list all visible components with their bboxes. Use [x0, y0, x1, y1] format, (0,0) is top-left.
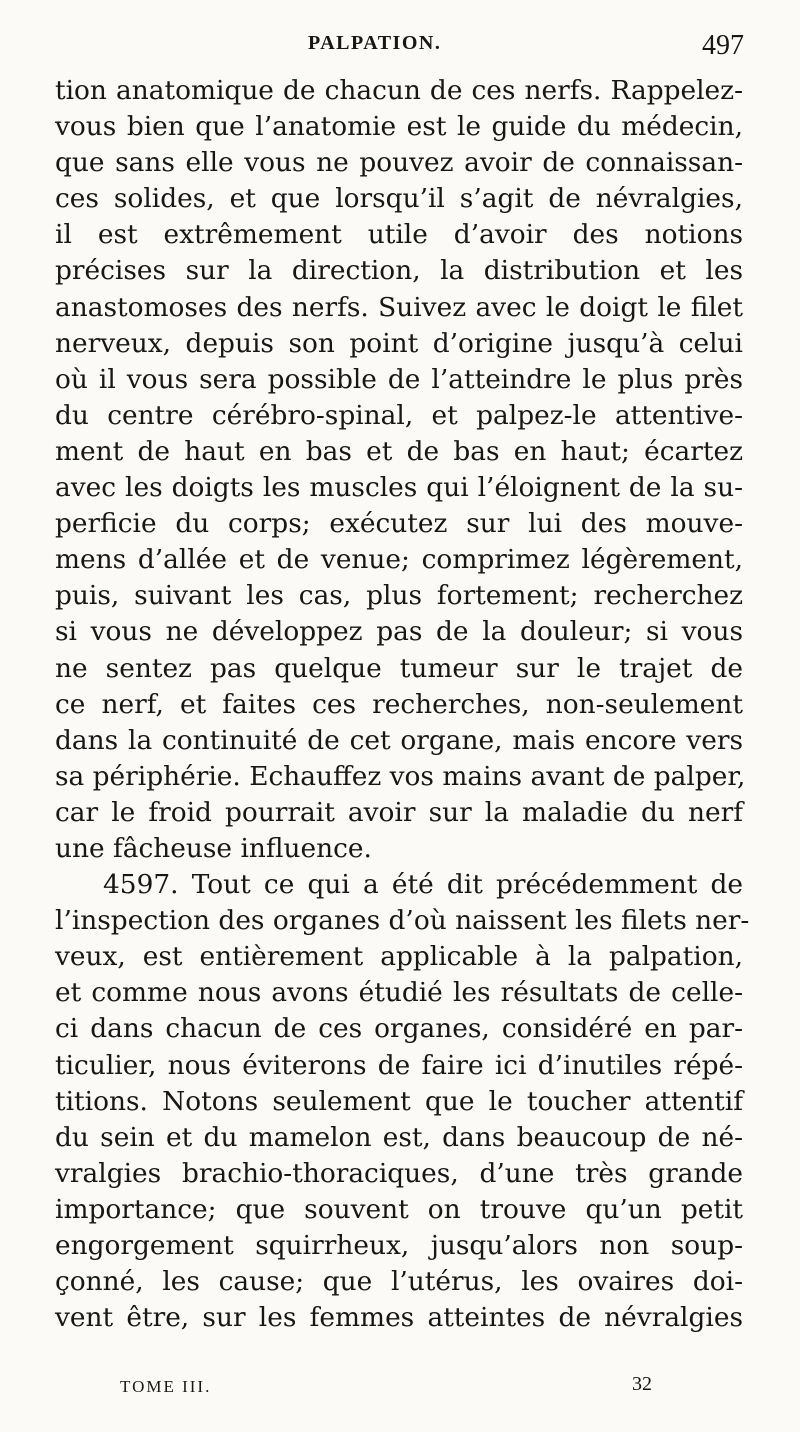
paragraph-start-line: 4597. Tout ce qui a été dit précédemment de — [103, 869, 743, 901]
text-line: vous bien que l’anatomie est le guide du médecin, — [55, 111, 743, 143]
text-line: il est extrêmement utile d’avoir des notions — [55, 219, 743, 251]
text-line: vent être, sur les femmes atteintes de névralgies — [55, 1302, 743, 1334]
text-line: car le froid pourrait avoir sur la maladie du nerf — [55, 796, 743, 828]
text-line: nerveux, depuis son point d’origine jusqu’à celui — [55, 327, 743, 359]
running-title: PALPATION. — [308, 32, 442, 54]
text-line: du centre cérébro-spinal, et palpez-le attentive- — [55, 399, 743, 431]
text-line: tion anatomique de chacun de ces nerfs. Rappelez- — [55, 75, 743, 106]
text-line: ment de haut en bas et de bas en haut; écartez — [55, 435, 743, 467]
text-line: ce nerf, et faites ces recherches, non-seulement — [55, 688, 743, 720]
text-line: une fâcheuse influence. — [55, 832, 372, 864]
text-line: que sans elle vous ne pouvez avoir de connaissan- — [55, 147, 743, 179]
text-line: ces solides, et que lorsqu’il s’agit de névralgies, — [55, 183, 743, 215]
volume-signature: TOME III. — [120, 1377, 212, 1396]
text-line: sa périphérie. Echauffez vos mains avant de palper, — [55, 760, 746, 792]
text-line: du sein et du mamelon est, dans beaucoup de né- — [55, 1121, 743, 1153]
page-number: 497 — [702, 30, 744, 61]
text-line: ticulier, nous éviterons de faire ici d’inutiles répé- — [55, 1049, 743, 1081]
text-line: ci dans chacun de ces organes, considéré en par- — [55, 1013, 743, 1045]
text-line: perficie du corps; exécutez sur lui des mouve- — [55, 508, 743, 540]
text-line: ne sentez pas quelque tumeur sur le trajet de — [55, 652, 743, 684]
text-line: précises sur la direction, la distribution et les — [55, 255, 743, 287]
text-line: avec les doigts les muscles qui l’éloignent de la su- — [55, 472, 743, 504]
text-line: titions. Notons seulement que le toucher attentif — [55, 1085, 743, 1117]
text-line: où il vous sera possible de l’atteindre le plus près — [55, 363, 743, 395]
text-line: mens d’allée et de venue; comprimez légèrement, — [55, 544, 743, 576]
body-text — [55, 73, 750, 1336]
page-footer — [0, 1373, 800, 1417]
text-line: veux, est entièrement applicable à la palpation, — [55, 941, 743, 973]
text-line: si vous ne développez pas de la douleur; si vous — [55, 616, 743, 648]
text-line: engorgement squirrheux, jusqu’alors non soup- — [55, 1230, 743, 1261]
text-line: çonné, les cause; que l’utérus, les ovaires doi- — [55, 1266, 743, 1298]
text-line: anastomoses des nerfs. Suivez avec le doigt le filet — [55, 291, 743, 323]
text-line: vralgies brachio-thoraciques, d’une très grande — [55, 1157, 743, 1189]
text-line: et comme nous avons étudié les résultats de celle- — [55, 977, 743, 1009]
text-line: dans la continuité de cet organe, mais encore vers — [55, 724, 743, 756]
text-line: l’inspection des organes d’où naissent les filets ner- — [55, 905, 750, 937]
page-header — [0, 32, 800, 72]
text-line: importance; que souvent on trouve qu’un petit — [55, 1193, 743, 1225]
text-line: puis, suivant les cas, plus fortement; recherchez — [55, 580, 743, 612]
gathering-signature: 32 — [632, 1373, 652, 1395]
